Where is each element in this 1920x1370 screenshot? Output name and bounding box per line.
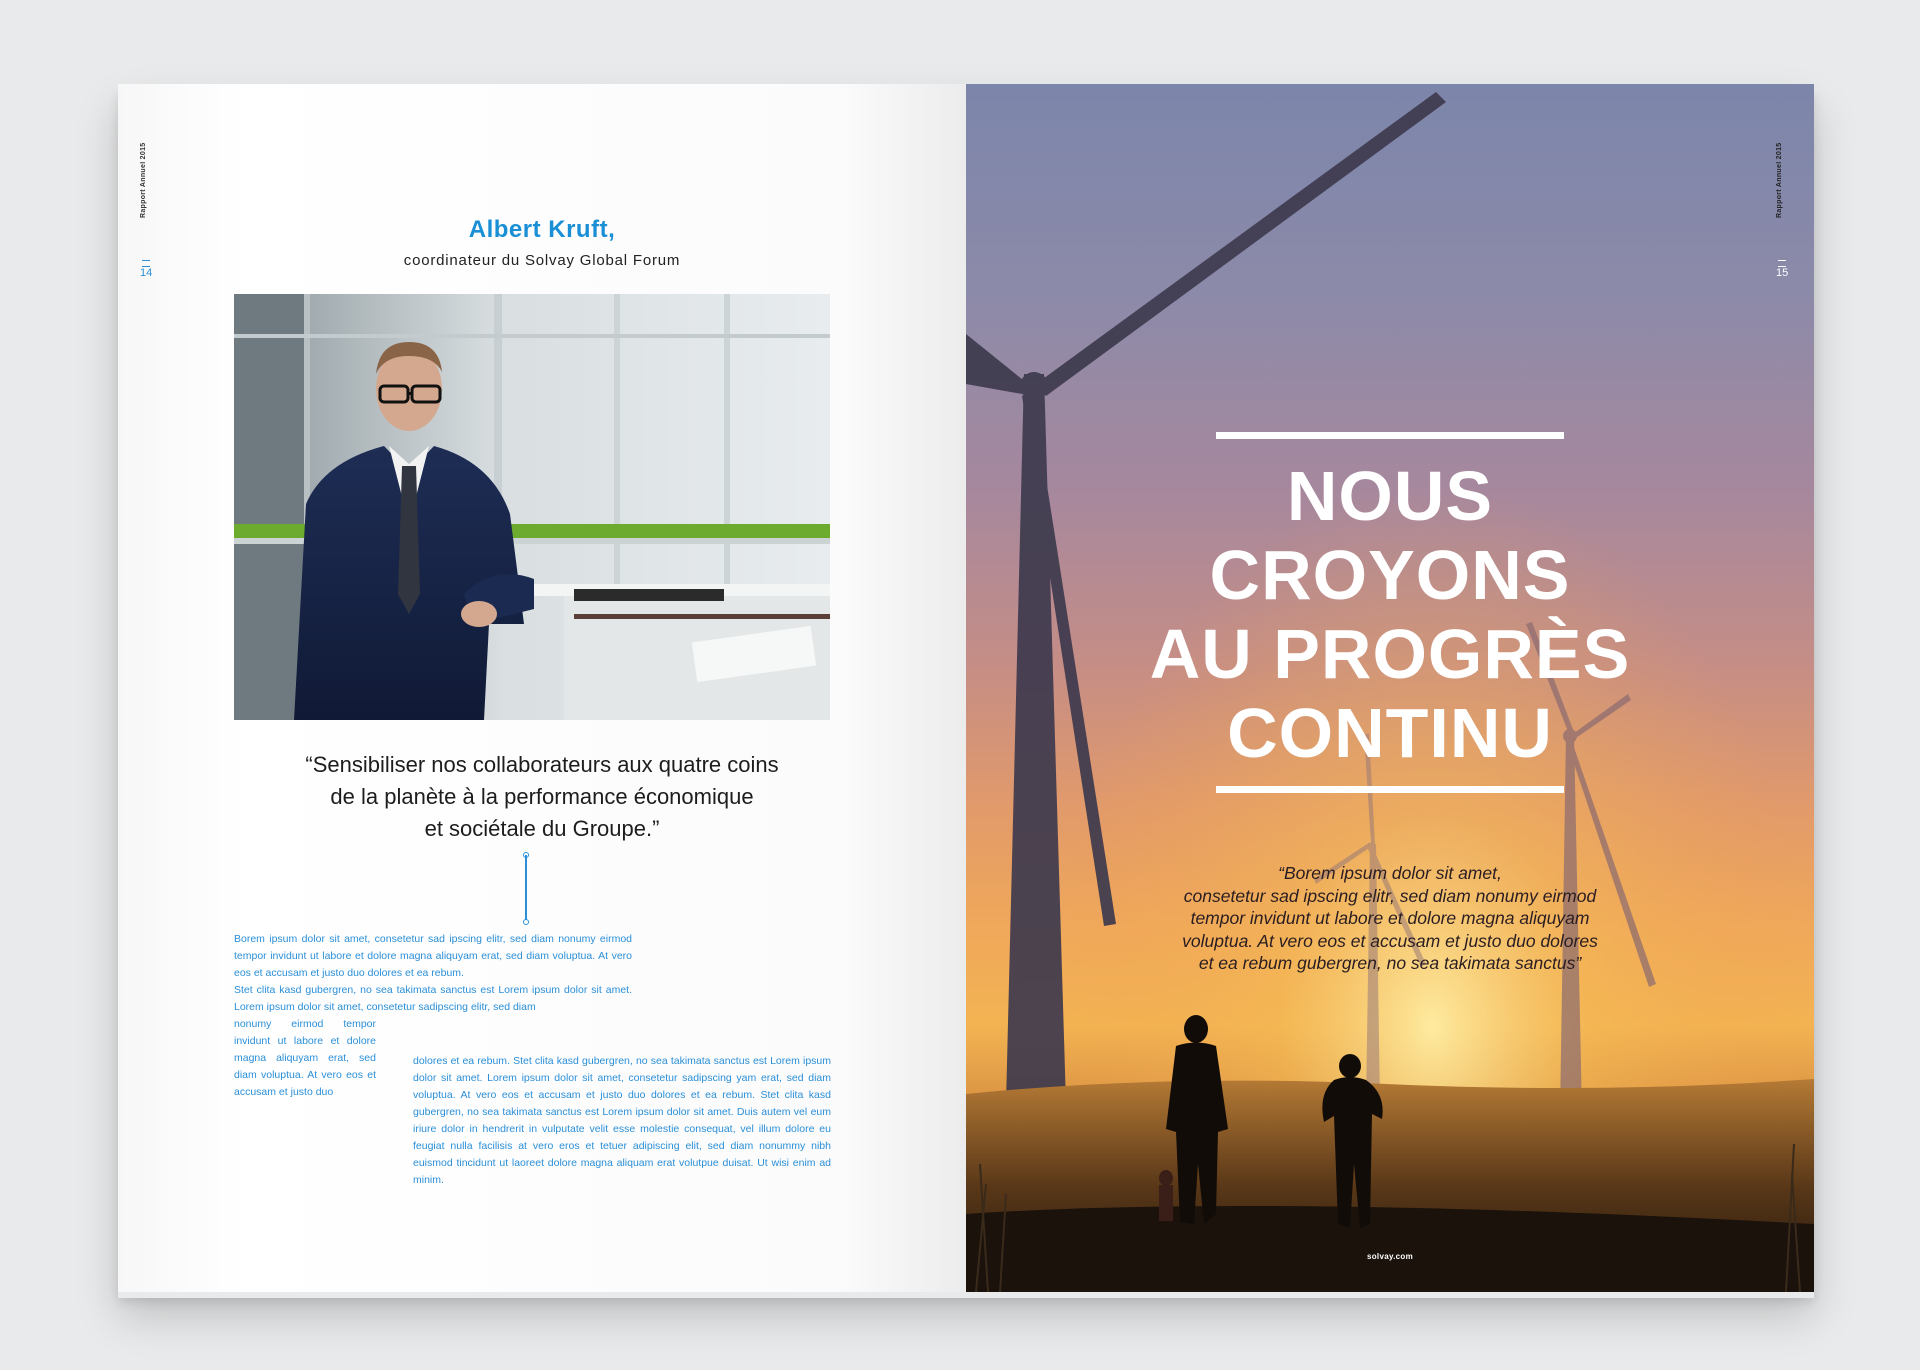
connector-line	[523, 852, 529, 924]
page-number: 15	[1776, 267, 1789, 279]
headline-rule-top	[1216, 432, 1564, 439]
folio-bracket	[1778, 260, 1786, 267]
running-title: Rapport Annuel 2015	[140, 142, 147, 218]
headline-line: AU PROGRÈS	[1149, 615, 1631, 693]
headline	[966, 457, 1814, 773]
quote-line: et sociétale du Groupe.”	[424, 816, 660, 841]
right-quote	[1136, 862, 1644, 975]
pull-quote	[218, 749, 866, 845]
office-portrait-illustration	[234, 294, 830, 720]
page-number: 14	[140, 267, 153, 279]
body-paragraph: Stet clita kasd gubergren, no sea takimata sanctus est Lorem ipsum dolor sit amet. Lorem ipsum dolor sit amet, consetetur sadipscing elitr, sed diam	[234, 984, 632, 1013]
quote-line: consetetur sad ipscing elitr, sed diam nonumy eirmod	[1183, 885, 1597, 906]
body-text-column-2: dolores et ea rebum. Stet clita kasd gubergren, no sea takimata sanctus est Lorem ipsum dolor sit amet. Lorem ipsum dolor sit amet, consetetur sadipscing yam erat, sed diam voluptua. At vero eos et accusam et justo duo dolores et ea rebum. Stet clita kasd gubergren, no sea takimata sanctus est Lorem ipsum dolor sit amet. Duis autem vel eum iriure dolor in hendrerit in vulputate velit esse molestie consequat, vel illum dolore eu feugiat nulla facilisis at vero eros et tetuer adipiscing elit, sed diam nonummy nibh euismod tincidunt ut laoreet dolore magna aliquam erat volutpue duisat. Ut wisi enim ad minim.	[413, 1055, 831, 1186]
headline-rule-bottom	[1216, 786, 1564, 793]
quote-line: voluptua. At vero eos et accusam et justo duo dolores	[1182, 930, 1598, 951]
running-title: Rapport Annuel 2015	[1776, 142, 1783, 218]
quote-line: “Borem ipsum dolor sit amet,	[1278, 863, 1502, 883]
left-page	[118, 84, 966, 1292]
headline-line: CONTINU	[1227, 694, 1553, 772]
connector-dot-bottom	[523, 919, 529, 925]
quote-line: “Sensibiliser nos collaborateurs aux quatre coins	[305, 752, 779, 777]
quote-line: tempor invidunt ut labore et dolore magna aliquyam	[1190, 908, 1590, 928]
body-paragraph: Borem ipsum dolor sit amet, consetetur sad ipscing elitr, sed diam nonumy eirmod tempor invidunt ut labore et dolore magna aliquyam erat, sed diam voluptua. At vero eos et accusam et justo duo dolores et ea rebum.	[234, 933, 632, 979]
person-name: Albert Kruft,	[468, 216, 616, 243]
quote-line: et ea rebum gubergren, no sea takimata sanctus”	[1198, 953, 1582, 973]
website-url[interactable]: solvay.com	[1367, 1252, 1413, 1261]
person-role: coordinateur du Solvay Global Forum	[403, 252, 681, 269]
headline-line: CROYONS	[1209, 536, 1571, 614]
right-page	[966, 84, 1814, 1292]
portrait-photo	[234, 294, 830, 720]
body-text-column	[234, 931, 632, 1016]
body-text-narrow: nonumy eirmod tempor invidunt ut labore et dolore magna aliquyam erat, sed diam voluptua. At vero eos et accusam et justo duo	[234, 1018, 376, 1098]
connector-stem	[525, 855, 527, 921]
quote-line: de la planète à la performance économique	[330, 784, 754, 809]
headline-line: NOUS	[1286, 457, 1494, 535]
